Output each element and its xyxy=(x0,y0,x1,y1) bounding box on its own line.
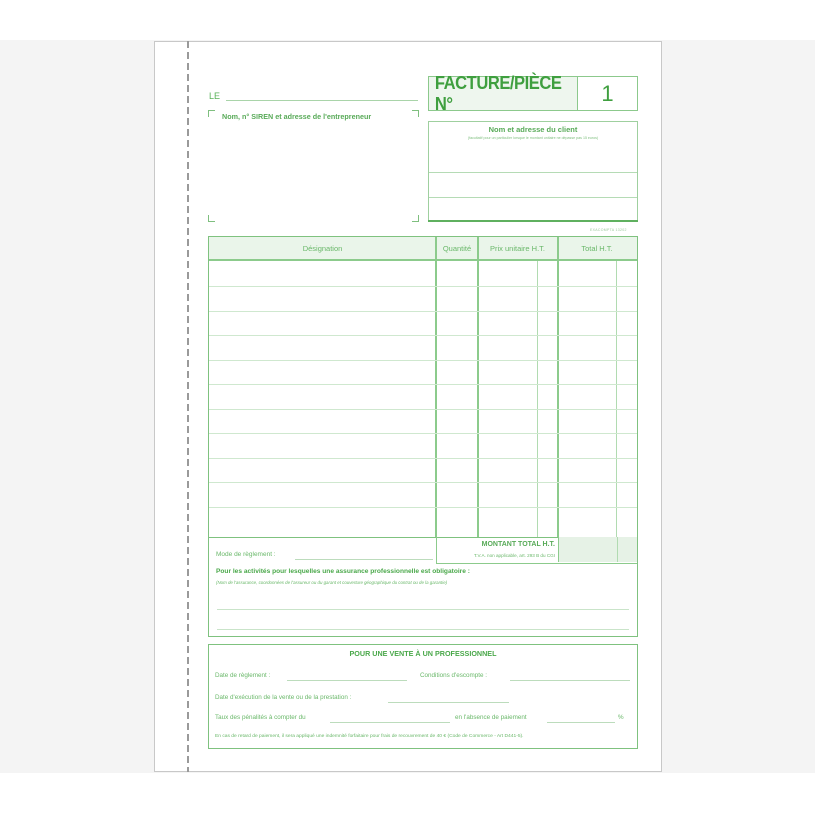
column-header-quantity: Quantité xyxy=(442,243,472,253)
insurance-title: Pour les activités pour lesquelles une assurance professionnelle est obligatoire : xyxy=(216,568,470,575)
table-row[interactable] xyxy=(209,409,637,410)
entrepreneur-field[interactable] xyxy=(210,122,414,214)
discount-label: Conditions d'escompte : xyxy=(420,672,488,679)
professional-title: POUR UNE VENTE À UN PROFESSIONNEL xyxy=(349,649,497,658)
table-row[interactable] xyxy=(209,433,637,434)
table-row[interactable] xyxy=(209,335,637,336)
invoice-title-box xyxy=(428,72,638,114)
insurance-field[interactable] xyxy=(217,609,629,610)
items-table xyxy=(208,236,638,538)
cents-divider xyxy=(617,537,618,562)
professional-section xyxy=(208,644,638,749)
cents-divider xyxy=(616,261,617,537)
penalty-label: Taux des pénalités à compter du xyxy=(215,714,306,721)
table-row[interactable] xyxy=(209,360,637,361)
column-header-unit-price: Prix unitaire H.T. xyxy=(489,243,546,253)
client-line xyxy=(429,172,637,173)
execution-date-field[interactable] xyxy=(388,702,509,703)
table-row[interactable] xyxy=(209,482,637,483)
column-header-designation: Désignation xyxy=(302,243,343,253)
payment-date-field[interactable] xyxy=(287,680,407,681)
table-row[interactable] xyxy=(209,458,637,459)
entrepreneur-label: Nom, n° SIREN et adresse de l'entrepreneur xyxy=(222,112,372,121)
column-header-total: Total H.T. xyxy=(581,243,613,253)
tva-note: T.V.A. non applicable, art. 293 B du CGI xyxy=(473,553,555,558)
insurance-field[interactable] xyxy=(217,629,629,630)
total-field[interactable] xyxy=(558,537,637,562)
percent-sign: % xyxy=(618,714,624,721)
total-box xyxy=(436,537,637,564)
date-label: LE xyxy=(209,91,221,101)
client-box[interactable] xyxy=(428,121,638,221)
payment-date-label: Date de règlement : xyxy=(215,672,271,679)
corner-mark xyxy=(208,215,215,222)
table-row[interactable] xyxy=(209,286,637,287)
cents-divider xyxy=(537,261,538,537)
discount-field[interactable] xyxy=(510,680,630,681)
table-header xyxy=(209,237,637,261)
execution-date-label: Date d'exécution de la vente ou de la prestation : xyxy=(215,694,352,701)
invoice-title: FACTURE/PIÈCE N° xyxy=(434,72,562,114)
table-row[interactable] xyxy=(209,384,637,385)
column-divider xyxy=(477,237,479,537)
total-label: MONTANT TOTAL H.T. xyxy=(481,541,555,548)
reference-code: EXACOMPTA 13202 xyxy=(590,228,627,232)
column-divider xyxy=(435,237,437,537)
table-row[interactable] xyxy=(209,507,637,508)
corner-mark xyxy=(412,110,419,117)
payment-mode-label: Mode de règlement : xyxy=(216,551,276,558)
insurance-subtitle: (Nom de l'assurance, coordonnées de l'assureur ou du garant et couverture géographique du contrat ou de la garantie) xyxy=(216,580,448,585)
client-subtitle: (facultatif pour un particulier lorsque le montant unitaire ne dépasse pas 15 euros) xyxy=(467,136,599,140)
corner-mark xyxy=(208,110,215,117)
summary-section xyxy=(208,537,638,637)
absence-label: en l'absence de paiement xyxy=(455,714,527,721)
invoice-number: 1 xyxy=(577,77,637,110)
payment-mode-field[interactable] xyxy=(295,559,433,560)
table-row[interactable] xyxy=(209,311,637,312)
late-payment-notice: En cas de retard de paiement, il sera appliqué une indemnité forfaitaire pour frais de recouvrement de 40 € (Code de Commerce - Art D441-5). xyxy=(215,734,524,739)
penalty-date-field[interactable] xyxy=(330,722,450,723)
client-line xyxy=(429,197,637,198)
corner-mark xyxy=(412,215,419,222)
column-divider xyxy=(557,237,559,537)
date-field[interactable] xyxy=(226,100,418,101)
perforation-line xyxy=(187,41,189,772)
divider xyxy=(428,220,638,222)
penalty-rate-field[interactable] xyxy=(547,722,615,723)
client-title: Nom et adresse du client xyxy=(488,125,578,134)
